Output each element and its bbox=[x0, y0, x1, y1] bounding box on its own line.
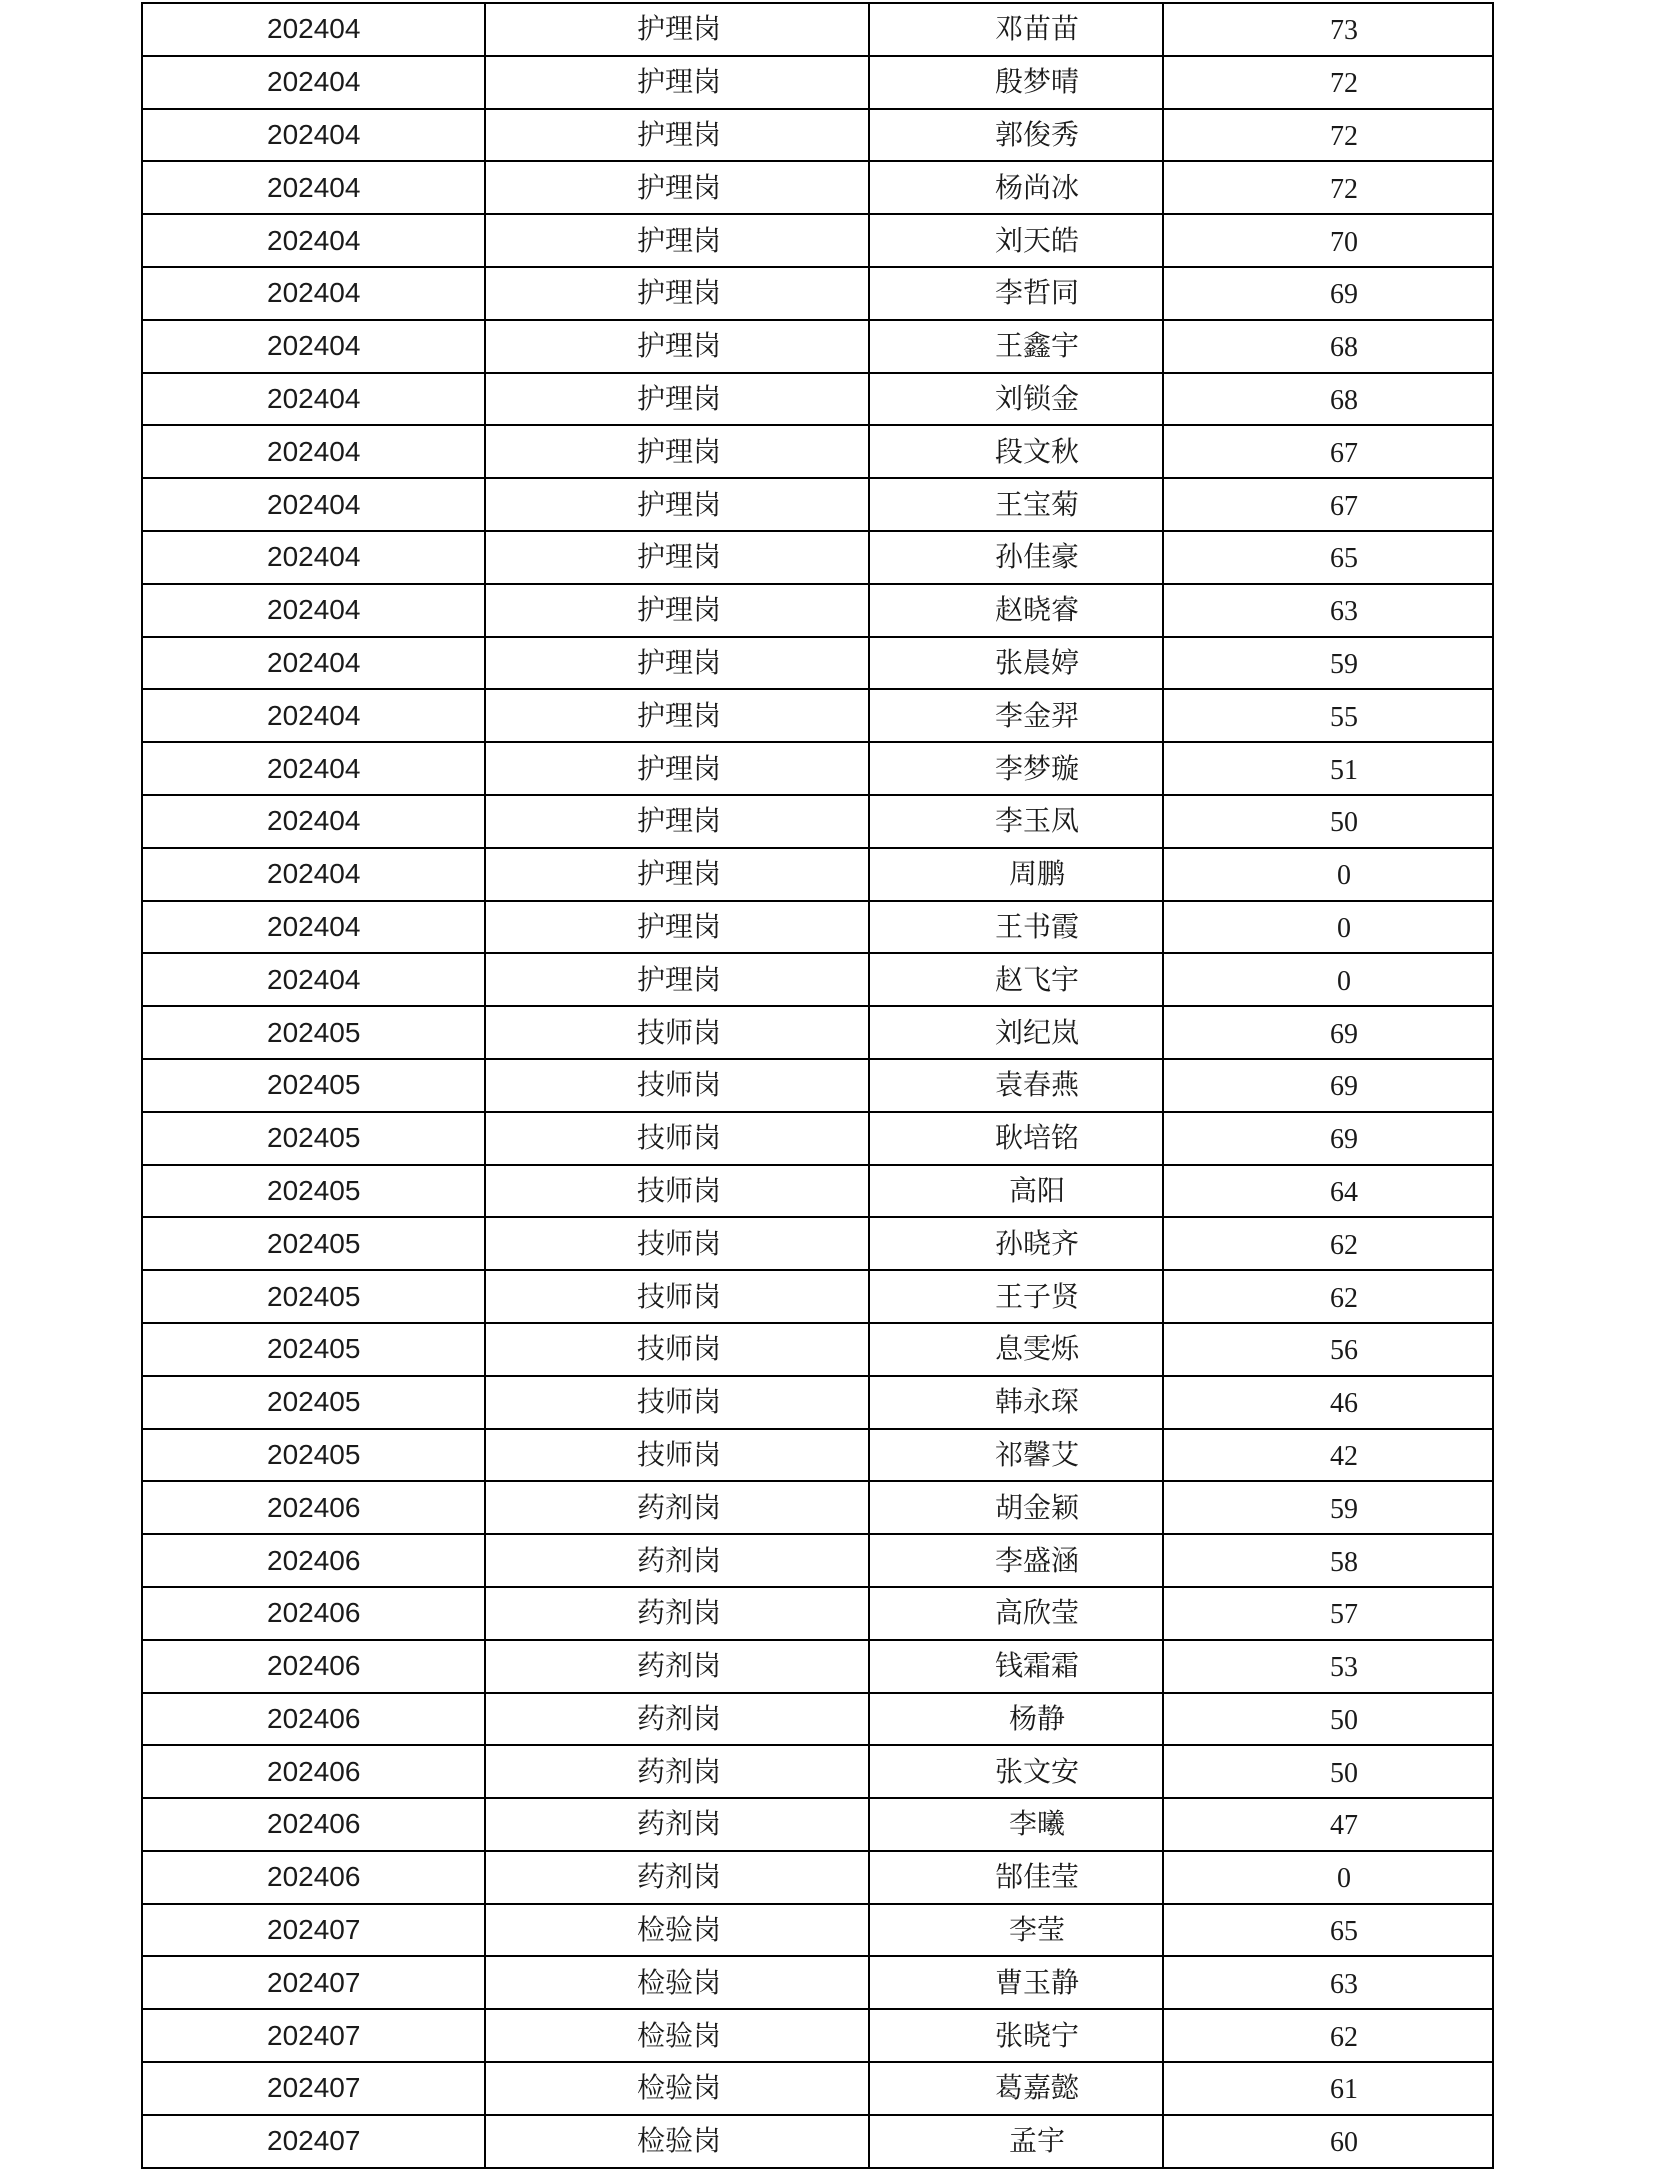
cell-exam-code: 202405 bbox=[142, 1006, 485, 1059]
cell-candidate-name: 孟宇 bbox=[869, 2115, 1163, 2168]
cell-position: 药剂岗 bbox=[485, 1693, 869, 1746]
table-row bbox=[142, 953, 1493, 1006]
cell-position: 检验岗 bbox=[485, 2062, 869, 2115]
cell-score: 65 bbox=[1163, 1904, 1493, 1957]
cell-score: 68 bbox=[1163, 373, 1493, 426]
cell-score: 63 bbox=[1163, 584, 1493, 637]
cell-score: 61 bbox=[1163, 2062, 1493, 2115]
cell-exam-code: 202404 bbox=[142, 320, 485, 373]
cell-candidate-name: 李盛涵 bbox=[869, 1534, 1163, 1587]
cell-candidate-name: 张晓宁 bbox=[869, 2009, 1163, 2062]
cell-position: 药剂岗 bbox=[485, 1534, 869, 1587]
cell-candidate-name: 李曦 bbox=[869, 1798, 1163, 1851]
cell-candidate-name: 刘天皓 bbox=[869, 214, 1163, 267]
cell-candidate-name: 高阳 bbox=[869, 1165, 1163, 1218]
table-row bbox=[142, 3, 1493, 56]
table-row bbox=[142, 2115, 1493, 2168]
cell-exam-code: 202406 bbox=[142, 1798, 485, 1851]
cell-exam-code: 202405 bbox=[142, 1059, 485, 1112]
cell-score: 50 bbox=[1163, 1693, 1493, 1746]
cell-candidate-name: 袁春燕 bbox=[869, 1059, 1163, 1112]
cell-candidate-name: 曹玉静 bbox=[869, 1956, 1163, 2009]
cell-score: 62 bbox=[1163, 1217, 1493, 1270]
table-row bbox=[142, 848, 1493, 901]
cell-candidate-name: 刘纪岚 bbox=[869, 1006, 1163, 1059]
cell-position: 护理岗 bbox=[485, 795, 869, 848]
cell-exam-code: 202407 bbox=[142, 2062, 485, 2115]
cell-candidate-name: 王宝菊 bbox=[869, 478, 1163, 531]
cell-position: 护理岗 bbox=[485, 320, 869, 373]
cell-score: 63 bbox=[1163, 1956, 1493, 2009]
cell-exam-code: 202406 bbox=[142, 1534, 485, 1587]
cell-position: 技师岗 bbox=[485, 1429, 869, 1482]
cell-position: 药剂岗 bbox=[485, 1798, 869, 1851]
table-row bbox=[142, 1851, 1493, 1904]
cell-position: 护理岗 bbox=[485, 742, 869, 795]
table-row bbox=[142, 531, 1493, 584]
cell-position: 检验岗 bbox=[485, 1956, 869, 2009]
cell-exam-code: 202404 bbox=[142, 901, 485, 954]
cell-candidate-name: 李金羿 bbox=[869, 689, 1163, 742]
table-row bbox=[142, 1059, 1493, 1112]
cell-score: 55 bbox=[1163, 689, 1493, 742]
cell-exam-code: 202404 bbox=[142, 848, 485, 901]
cell-exam-code: 202404 bbox=[142, 161, 485, 214]
cell-candidate-name: 杨尚冰 bbox=[869, 161, 1163, 214]
cell-score: 69 bbox=[1163, 267, 1493, 320]
cell-candidate-name: 李梦璇 bbox=[869, 742, 1163, 795]
cell-score: 59 bbox=[1163, 1481, 1493, 1534]
cell-candidate-name: 李莹 bbox=[869, 1904, 1163, 1957]
cell-exam-code: 202404 bbox=[142, 214, 485, 267]
cell-position: 护理岗 bbox=[485, 953, 869, 1006]
cell-position: 护理岗 bbox=[485, 109, 869, 162]
table-row bbox=[142, 1006, 1493, 1059]
cell-position: 检验岗 bbox=[485, 1904, 869, 1957]
cell-position: 护理岗 bbox=[485, 478, 869, 531]
cell-position: 护理岗 bbox=[485, 584, 869, 637]
cell-score: 53 bbox=[1163, 1640, 1493, 1693]
cell-exam-code: 202405 bbox=[142, 1429, 485, 1482]
cell-exam-code: 202404 bbox=[142, 689, 485, 742]
cell-candidate-name: 张晨婷 bbox=[869, 637, 1163, 690]
table-row bbox=[142, 1323, 1493, 1376]
cell-exam-code: 202405 bbox=[142, 1323, 485, 1376]
table-row bbox=[142, 742, 1493, 795]
cell-exam-code: 202406 bbox=[142, 1640, 485, 1693]
cell-position: 护理岗 bbox=[485, 848, 869, 901]
cell-score: 47 bbox=[1163, 1798, 1493, 1851]
cell-score: 70 bbox=[1163, 214, 1493, 267]
cell-score: 50 bbox=[1163, 795, 1493, 848]
table-row bbox=[142, 320, 1493, 373]
cell-exam-code: 202404 bbox=[142, 637, 485, 690]
cell-score: 58 bbox=[1163, 1534, 1493, 1587]
cell-exam-code: 202405 bbox=[142, 1165, 485, 1218]
cell-position: 技师岗 bbox=[485, 1270, 869, 1323]
cell-position: 护理岗 bbox=[485, 531, 869, 584]
cell-candidate-name: 高欣莹 bbox=[869, 1587, 1163, 1640]
cell-exam-code: 202404 bbox=[142, 953, 485, 1006]
cell-exam-code: 202404 bbox=[142, 56, 485, 109]
cell-score: 56 bbox=[1163, 1323, 1493, 1376]
cell-score: 57 bbox=[1163, 1587, 1493, 1640]
table-row bbox=[142, 161, 1493, 214]
cell-score: 73 bbox=[1163, 3, 1493, 56]
cell-score: 0 bbox=[1163, 901, 1493, 954]
cell-position: 护理岗 bbox=[485, 161, 869, 214]
cell-exam-code: 202407 bbox=[142, 1956, 485, 2009]
cell-position: 技师岗 bbox=[485, 1217, 869, 1270]
cell-candidate-name: 钱霜霜 bbox=[869, 1640, 1163, 1693]
cell-score: 72 bbox=[1163, 109, 1493, 162]
cell-score: 0 bbox=[1163, 1851, 1493, 1904]
cell-candidate-name: 王书霞 bbox=[869, 901, 1163, 954]
cell-exam-code: 202407 bbox=[142, 1904, 485, 1957]
cell-position: 技师岗 bbox=[485, 1112, 869, 1165]
cell-position: 技师岗 bbox=[485, 1323, 869, 1376]
cell-exam-code: 202404 bbox=[142, 109, 485, 162]
cell-score: 62 bbox=[1163, 2009, 1493, 2062]
cell-position: 护理岗 bbox=[485, 267, 869, 320]
table-row bbox=[142, 1956, 1493, 2009]
cell-exam-code: 202405 bbox=[142, 1270, 485, 1323]
cell-score: 69 bbox=[1163, 1006, 1493, 1059]
table-body bbox=[142, 3, 1493, 2168]
score-table bbox=[141, 2, 1494, 2169]
cell-exam-code: 202404 bbox=[142, 425, 485, 478]
cell-exam-code: 202407 bbox=[142, 2009, 485, 2062]
cell-candidate-name: 孙佳豪 bbox=[869, 531, 1163, 584]
table-row bbox=[142, 1112, 1493, 1165]
table-row bbox=[142, 637, 1493, 690]
table-row bbox=[142, 1640, 1493, 1693]
cell-candidate-name: 胡金颖 bbox=[869, 1481, 1163, 1534]
table-row bbox=[142, 1904, 1493, 1957]
table-row bbox=[142, 1481, 1493, 1534]
cell-position: 护理岗 bbox=[485, 689, 869, 742]
cell-position: 护理岗 bbox=[485, 425, 869, 478]
cell-score: 59 bbox=[1163, 637, 1493, 690]
table-row bbox=[142, 1217, 1493, 1270]
cell-exam-code: 202404 bbox=[142, 742, 485, 795]
cell-score: 69 bbox=[1163, 1059, 1493, 1112]
cell-candidate-name: 郜佳莹 bbox=[869, 1851, 1163, 1904]
cell-position: 护理岗 bbox=[485, 373, 869, 426]
table-row bbox=[142, 1534, 1493, 1587]
cell-position: 护理岗 bbox=[485, 56, 869, 109]
cell-score: 64 bbox=[1163, 1165, 1493, 1218]
table-row bbox=[142, 689, 1493, 742]
cell-exam-code: 202406 bbox=[142, 1481, 485, 1534]
table-row bbox=[142, 267, 1493, 320]
cell-exam-code: 202404 bbox=[142, 3, 485, 56]
table-row bbox=[142, 425, 1493, 478]
cell-score: 68 bbox=[1163, 320, 1493, 373]
table-row bbox=[142, 2062, 1493, 2115]
cell-exam-code: 202404 bbox=[142, 531, 485, 584]
table-row bbox=[142, 56, 1493, 109]
cell-candidate-name: 杨静 bbox=[869, 1693, 1163, 1746]
cell-candidate-name: 孙晓齐 bbox=[869, 1217, 1163, 1270]
cell-score: 42 bbox=[1163, 1429, 1493, 1482]
cell-position: 护理岗 bbox=[485, 3, 869, 56]
cell-exam-code: 202406 bbox=[142, 1851, 485, 1904]
table-row bbox=[142, 1798, 1493, 1851]
cell-position: 药剂岗 bbox=[485, 1851, 869, 1904]
table-row bbox=[142, 1165, 1493, 1218]
table-row bbox=[142, 1745, 1493, 1798]
table-row bbox=[142, 1693, 1493, 1746]
cell-candidate-name: 息雯烁 bbox=[869, 1323, 1163, 1376]
cell-position: 药剂岗 bbox=[485, 1481, 869, 1534]
cell-candidate-name: 赵晓睿 bbox=[869, 584, 1163, 637]
cell-position: 药剂岗 bbox=[485, 1640, 869, 1693]
cell-score: 0 bbox=[1163, 953, 1493, 1006]
cell-score: 69 bbox=[1163, 1112, 1493, 1165]
table-row bbox=[142, 109, 1493, 162]
cell-position: 护理岗 bbox=[485, 901, 869, 954]
cell-position: 护理岗 bbox=[485, 214, 869, 267]
cell-position: 检验岗 bbox=[485, 2009, 869, 2062]
cell-score: 67 bbox=[1163, 478, 1493, 531]
cell-score: 60 bbox=[1163, 2115, 1493, 2168]
cell-position: 检验岗 bbox=[485, 2115, 869, 2168]
cell-score: 67 bbox=[1163, 425, 1493, 478]
cell-candidate-name: 祁馨艾 bbox=[869, 1429, 1163, 1482]
table-row bbox=[142, 478, 1493, 531]
cell-exam-code: 202404 bbox=[142, 584, 485, 637]
cell-score: 0 bbox=[1163, 848, 1493, 901]
table-row bbox=[142, 1587, 1493, 1640]
cell-score: 50 bbox=[1163, 1745, 1493, 1798]
cell-exam-code: 202407 bbox=[142, 2115, 485, 2168]
table-row bbox=[142, 1429, 1493, 1482]
cell-candidate-name: 张文安 bbox=[869, 1745, 1163, 1798]
cell-score: 46 bbox=[1163, 1376, 1493, 1429]
cell-exam-code: 202404 bbox=[142, 373, 485, 426]
cell-score: 72 bbox=[1163, 161, 1493, 214]
cell-exam-code: 202404 bbox=[142, 478, 485, 531]
cell-candidate-name: 王子贤 bbox=[869, 1270, 1163, 1323]
cell-position: 药剂岗 bbox=[485, 1587, 869, 1640]
cell-exam-code: 202406 bbox=[142, 1587, 485, 1640]
cell-score: 72 bbox=[1163, 56, 1493, 109]
cell-exam-code: 202404 bbox=[142, 267, 485, 320]
cell-position: 药剂岗 bbox=[485, 1745, 869, 1798]
cell-candidate-name: 赵飞宇 bbox=[869, 953, 1163, 1006]
table-row bbox=[142, 1376, 1493, 1429]
table-row bbox=[142, 795, 1493, 848]
cell-score: 62 bbox=[1163, 1270, 1493, 1323]
table-row bbox=[142, 214, 1493, 267]
cell-candidate-name: 段文秋 bbox=[869, 425, 1163, 478]
cell-candidate-name: 邓苗苗 bbox=[869, 3, 1163, 56]
table-row bbox=[142, 2009, 1493, 2062]
cell-candidate-name: 王鑫宇 bbox=[869, 320, 1163, 373]
cell-candidate-name: 刘锁金 bbox=[869, 373, 1163, 426]
cell-exam-code: 202405 bbox=[142, 1376, 485, 1429]
cell-score: 51 bbox=[1163, 742, 1493, 795]
cell-candidate-name: 李玉凤 bbox=[869, 795, 1163, 848]
cell-exam-code: 202406 bbox=[142, 1745, 485, 1798]
cell-position: 护理岗 bbox=[485, 637, 869, 690]
cell-position: 技师岗 bbox=[485, 1006, 869, 1059]
table-row bbox=[142, 1270, 1493, 1323]
table-row bbox=[142, 901, 1493, 954]
cell-candidate-name: 郭俊秀 bbox=[869, 109, 1163, 162]
cell-exam-code: 202406 bbox=[142, 1693, 485, 1746]
cell-candidate-name: 葛嘉懿 bbox=[869, 2062, 1163, 2115]
cell-exam-code: 202404 bbox=[142, 795, 485, 848]
cell-position: 技师岗 bbox=[485, 1376, 869, 1429]
cell-candidate-name: 周鹏 bbox=[869, 848, 1163, 901]
cell-candidate-name: 韩永琛 bbox=[869, 1376, 1163, 1429]
cell-candidate-name: 殷梦晴 bbox=[869, 56, 1163, 109]
cell-exam-code: 202405 bbox=[142, 1217, 485, 1270]
table-row bbox=[142, 584, 1493, 637]
cell-exam-code: 202405 bbox=[142, 1112, 485, 1165]
cell-position: 技师岗 bbox=[485, 1165, 869, 1218]
cell-position: 技师岗 bbox=[485, 1059, 869, 1112]
cell-candidate-name: 耿培铭 bbox=[869, 1112, 1163, 1165]
table-row bbox=[142, 373, 1493, 426]
cell-candidate-name: 李哲同 bbox=[869, 267, 1163, 320]
cell-score: 65 bbox=[1163, 531, 1493, 584]
